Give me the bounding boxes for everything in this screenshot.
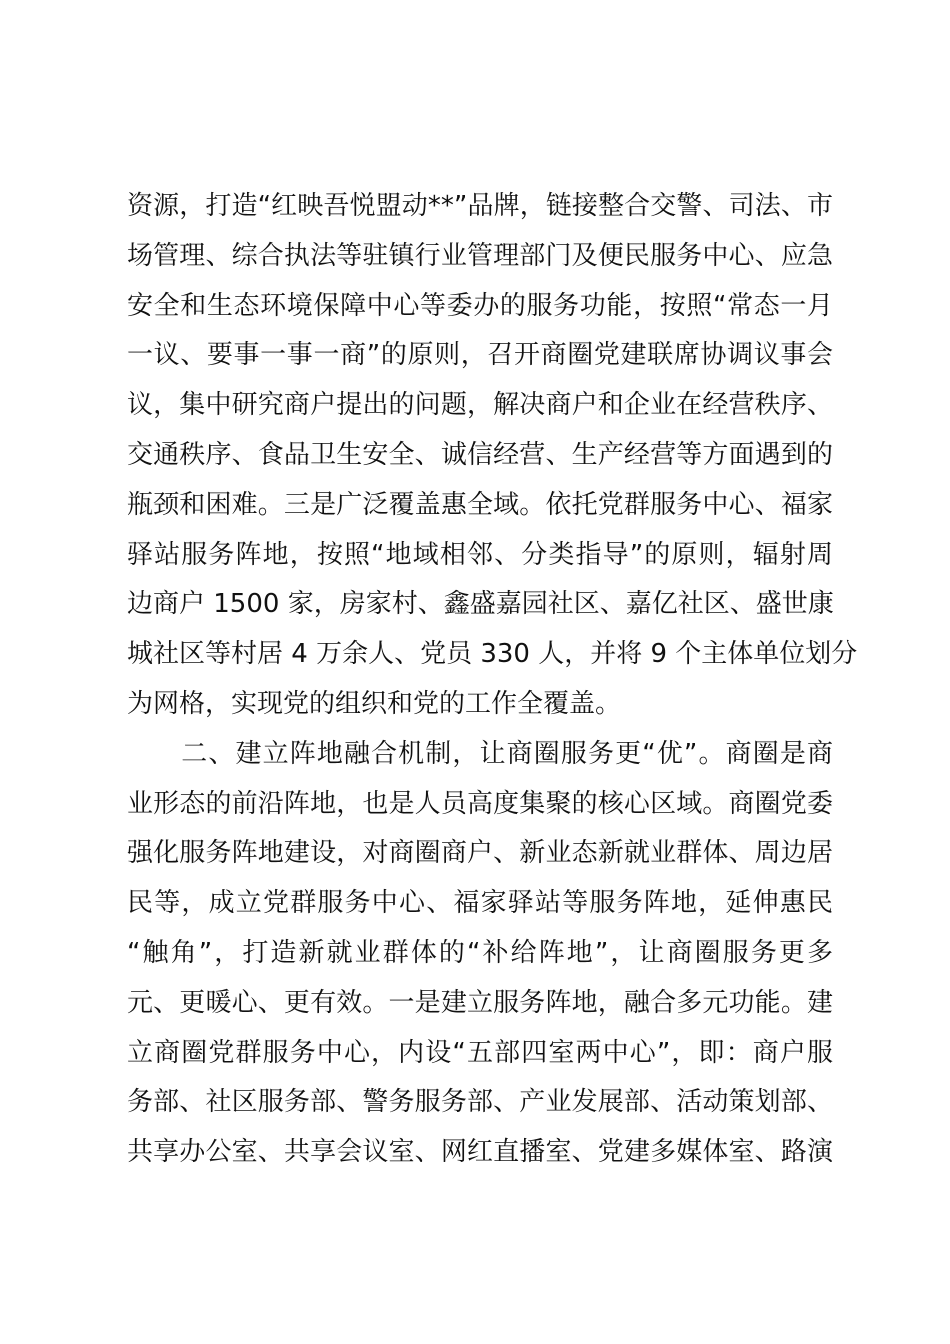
text-line: 边商户 1500 家，房家村、鑫盛嘉园社区、嘉亿社区、盛世康 [127, 589, 834, 620]
text-line: 场管理、综合执法等驻镇行业管理部门及便民服务中心、应急 [127, 240, 833, 271]
text-line: 安全和生态环境保障中心等委办的服务功能，按照“常态一月 [127, 290, 833, 321]
text-line: 城社区等村居 4 万余人、党员 330 人，并将 9 个主体单位划分 [127, 639, 858, 670]
text-line: 二、建立阵地融合机制，让商圈服务更“优”。商圈是商 [127, 738, 833, 769]
text-line: 民等，成立党群服务中心、福家驿站等服务阵地，延伸惠民 [127, 888, 833, 919]
text-line: 立商圈党群服务中心，内设“五部四室两中心”，即：商户服 [127, 1037, 833, 1068]
text-line: 元、更暖心、更有效。一是建立服务阵地，融合多元功能。建 [127, 987, 833, 1018]
body-text [127, 182, 858, 1178]
text-line: 一议、要事一事一商”的原则，召开商圈党建联席协调议事会 [127, 340, 833, 371]
text-line: 议，集中研究商户提出的问题，解决商户和企业在经营秩序、 [127, 390, 833, 421]
text-line: 资源，打造“红映吾悦盟动**”品牌，链接整合交警、司法、市 [127, 191, 833, 221]
text-line: 共享办公室、共享会议室、网红直播室、党建多媒体室、路演 [127, 1137, 833, 1168]
text-line: 交通秩序、食品卫生安全、诚信经营、生产经营等方面遇到的 [127, 439, 833, 470]
text-line: “触角”，打造新就业群体的“补给阵地”，让商圈服务更多 [127, 937, 833, 968]
text-line: 强化服务阵地建设，对商圈商户、新业态新就业群体、周边居 [127, 838, 833, 869]
text-line: 驿站服务阵地，按照“地域相邻、分类指导”的原则，辐射周 [127, 539, 833, 570]
paragraph-end-line: 为网格，实现党的组织和党的工作全覆盖。 [127, 688, 622, 719]
text-line: 务部、社区服务部、警务服务部、产业发展部、活动策划部、 [127, 1087, 833, 1118]
text-line: 瓶颈和困难。三是广泛覆盖惠全域。依托党群服务中心、福家 [127, 489, 833, 520]
text-line: 业形态的前沿阵地，也是人员高度集聚的核心区域。商圈党委 [127, 788, 833, 819]
